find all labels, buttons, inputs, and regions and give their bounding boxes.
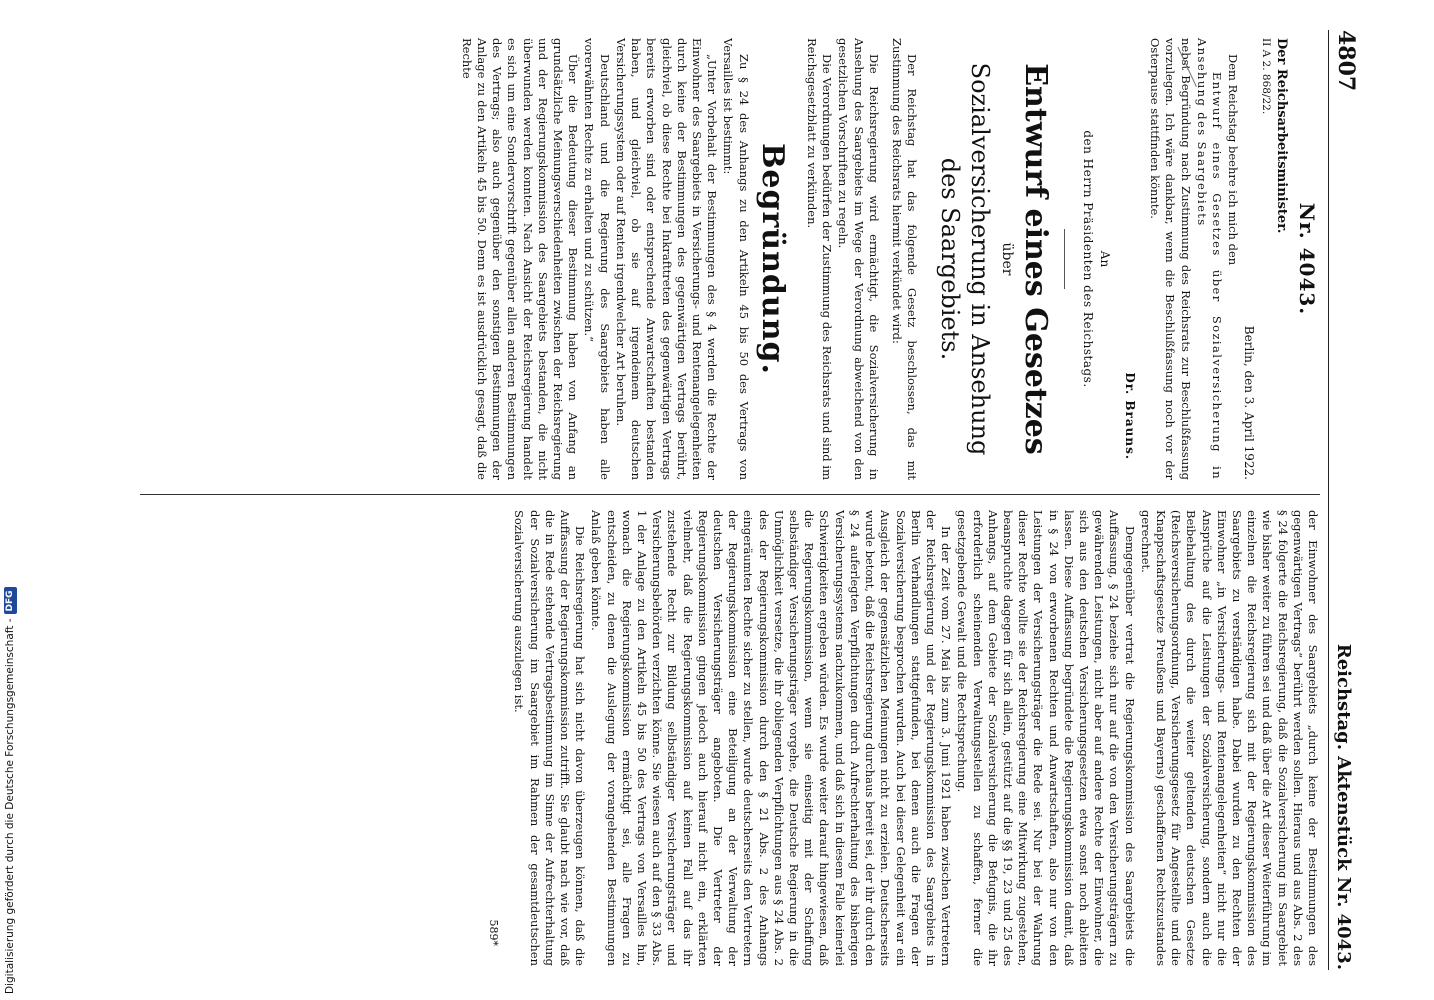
letter-paragraph: nebst Begründung nach Zustimmung des Reichsrats zur Beschlußfassung vorzulegen. Ich wäre dankbar, wenn die Beschlußfassung noch vor der Osterpause stattfinden könnte.: [1148, 38, 1193, 480]
digitization-credit: [2, 34, 18, 994]
body-paragraph: In der Zeit vom 27. Mai bis zum 3. Juni 1921 haben zwischen Vertretern der Reichsregierung und der Regierungskommission des Saargebiets in Berlin Verhandlungen stattgefunden, bei denen auch die Fragen der Sozialversicherung besprochen wurden. Auch bei dieser Gelegenheit war ein Ausgleich der gegensätzlichen Meinungen nicht zu erzielen. Deutscherseits wurde betont, daß die Reichsregierung durchaus bereit sei, der ihr durch den § 24 auferlegten Verpflichtungen durch Aufrechterhaltung des bisherigen Versicherungssystems nachzukommen, und daß sich in diesem Falle keinerlei Schwierigkeiten ergeben würden. Es wurde weiter darauf hingewiesen, daß die Regierungskommission, wenn sie einseitig mit der Schaffung selbständiger Versicherungsträger vorgehe, die Deutsche Regierung in die Unmöglichkeit versetze, die ihr obliegenden Verpflichtungen aus § 24 Abs. 2 des der Regierungskommission durch den § 21 Abs. 2 des Anhangs eingeräumten Rechte sicher zu stellen, wurde deutscherseits den Vertretern der Regierungskommission eine Beteiligung an der Verwaltung der deutschen Versicherungsträger angeboten. Die Vertreter der Regierungskommission gingen jedoch auch hierauf nicht ein, erklärten vielmehr, daß die Regierungskommission auf keinen Fall auf das ihr zustehende Recht zur Bildung selbständiger Versicherungsträger und Versicherungsbehörden verzichten könne. Sie wiesen auch auf den § 33 Abs. 1 der Anlage zu den Artikeln 45 bis 50 des Vertrags von Versailles hin, wonach die Regierungskommission ermächtigt sei, alle Fragen zu entscheiden, zu denen die Auslegung der vorangehenden Bestimmungen Anlaß geben könnte.: [589, 510, 954, 966]
right-column: [140, 510, 1320, 966]
signature: [1122, 38, 1137, 460]
dateline: Berlin, den 3. April 1922.: [1242, 325, 1257, 480]
running-title: Reichstag. Aktenstück Nr. 4043.: [1333, 643, 1354, 970]
signature-name: Dr. Brauns.: [1122, 372, 1137, 460]
body-paragraph: Die Reichsregierung hat sich nicht davon überzeugen können, daß die Auffassung der Regierungskommission zutrifft. Sie glaubt nach wie vor, daß die in Rede stehende Vertragsbestimmung im Sinne der Aufrechterhaltung der Sozialversicherung im Saargebiet im Rahmen der gesamtdeutschen Sozialversicherung auszulegen ist.: [512, 510, 588, 966]
body-paragraph: der Einwohner des Saargebiets „durch keine der Bestimmungen des gegenwärtigen Vertrags“ berührt werden sollen. Hieraus und aus Abs. 2 des § 24 folgerte die Reichsregierung, daß die Sozialversicherung im Saargebiet wie bisher weiter zu führen sei und daß über die Art dieser Weiterführung im einzelnen die Reichsregierung sich mit der Regierungskommission des Saargebiets zu verständigen habe. Dabei wurden zu den Rechten der Einwohner „in Versicherungs- und Rentenangelegenheiten“ nicht nur die Ansprüche auf die Leistungen der Sozialversicherung, sondern auch die Beibehaltung des durch die weiter geltenden deutschen Gesetze (Reichsversicherungsordnung, Versicherungsgesetz für Angestellte und die Knappschaftsgesetze Preußens und Bayerns) geschaffenen Rechtszustandes gerechnet.: [1138, 510, 1320, 966]
letter-paragraph: Entwurf eines Gesetzes über Sozialversicherung in Ansehung des Saargebiets: [1194, 38, 1224, 480]
body-paragraph: Demgegenüber vertrat die Regierungskommission des Saargebiets die Auffassung, § 24 beziehe sich nur auf die von den Versicherungsträgern zu gewährenden Leistungen, nicht aber auf andere Rechte der Einwohner, die sich aus den deutschen Versicherungsgesetzen etwa sonst noch ableiten lassen. Diese Auffassung begründete die Regierungskommission damit, daß in § 24 von erworbenen Rechten und Anwartschaften, also nur von den Leistungen der Versicherungsträger die Rede sei. Nur bei der Wahrung dieser Rechte wollte sie der Reichsregierung eine Mitwirkung zugestehen, beanspruchte dagegen für sich allein, gestützt auf die §§ 19, 23 und 25 des Anhangs, auf dem Gebiete der Sozialversicherung die Befugnis, die ihr erforderlich scheinenden Verwaltungsstellen zu schaffen, ferner die gesetzgebende Gewalt und die Rechtsprechung.: [955, 510, 1137, 966]
reason-paragraph: Zu § 24 des Anhangs zu den Artikeln 45 bis 50 des Vertrags von Versailles ist bestimmt:: [721, 38, 751, 480]
document-number: Nr. 4043.: [1295, 202, 1319, 316]
minister-heading: Der Reichsarbeitsminister.: [1273, 38, 1289, 234]
left-column: [140, 38, 1320, 480]
address-line: An: [1097, 250, 1112, 268]
signature-mark: 589*: [487, 919, 501, 946]
separator: [1064, 229, 1065, 289]
reason-paragraph: Deutschland und die Regierung des Saargebiets haben alle vorerwähnten Rechte zu erhalten und zu schützen.“: [582, 38, 612, 480]
enact-paragraph: Die Reichsregierung wird ermächtigt, die Sozialversicherung in Ansehung des Saargebiets im Wege der Verordnung abweichend von den gesetzlichen Vorschriften zu regeln.: [836, 38, 881, 480]
running-head: [1328, 30, 1372, 970]
credit-text: Digitalisierung gefördert durch die Deutsche Forschungsgemeinschaft -: [4, 618, 16, 994]
column-divider: [140, 494, 1320, 495]
draft-subject: Sozialversicherung in Ansehung des Saargebiets.: [936, 62, 995, 456]
dfg-logo: DFG: [4, 587, 17, 614]
file-reference: II A 2. 868/22.: [1259, 38, 1272, 115]
draft-title: Entwurf eines Gesetzes: [1018, 63, 1054, 455]
address-line: den Herrn Präsidenten des Reichstags.: [1080, 130, 1095, 388]
document-page: [60, 0, 1390, 1000]
section-heading: Begründung.: [754, 143, 790, 375]
draft-over: über: [999, 242, 1016, 276]
enact-paragraph: Der Reichstag hat das folgende Gesetz beschlossen, das mit Zustimmung des Reichsrats hiermit verkündet wird:: [889, 38, 920, 480]
reason-paragraph: „Unter Vorbehalt der Bestimmungen des § 4 werden die Rechte der Einwohner des Saargebiets in Versicherungs- und Rentenangelegenheiten durch keine der Bestimmungen des gegenwärtigen Vertrags berührt, gleichviel, ob diese Rechte bei Inkrafttreten des gegenwärtigen Vertrags bereits erworben sind oder entsprechende Anwartschaften bestanden haben, und gleichviel, ob sie auf irgendeinem deutschen Versicherungssystem oder auf Renten irgendwelcher Art beruhen.: [613, 38, 720, 480]
reason-paragraph: Über die Bedeutung dieser Bestimmung haben von Anfang an grundsätzliche Meinungsverschiedenheiten zwischen der Reichsregierung und der Regierungskommission des Saargebiets bestanden, die nicht überwunden werden konnten. Nach Ansicht der Reichsregierung handelt es sich um eine Sondervorschrift gegenüber allen anderen Bestimmungen des Vertrags; also auch gegenüber den sonstigen Bestimmungen der Anlage zu den Artikeln 45 bis 50. Denn es ist ausdrücklich gesagt, daß die Rechte: [459, 38, 581, 480]
page-number: 4807: [1333, 30, 1359, 92]
enact-paragraph: Die Verordnungen bedürfen der Zustimmung des Reichsrats und sind im Reichsgesetzblatt zu verkünden.: [804, 38, 835, 480]
letter-paragraph: Dem Reichstag beehre ich mich den: [1226, 54, 1241, 266]
